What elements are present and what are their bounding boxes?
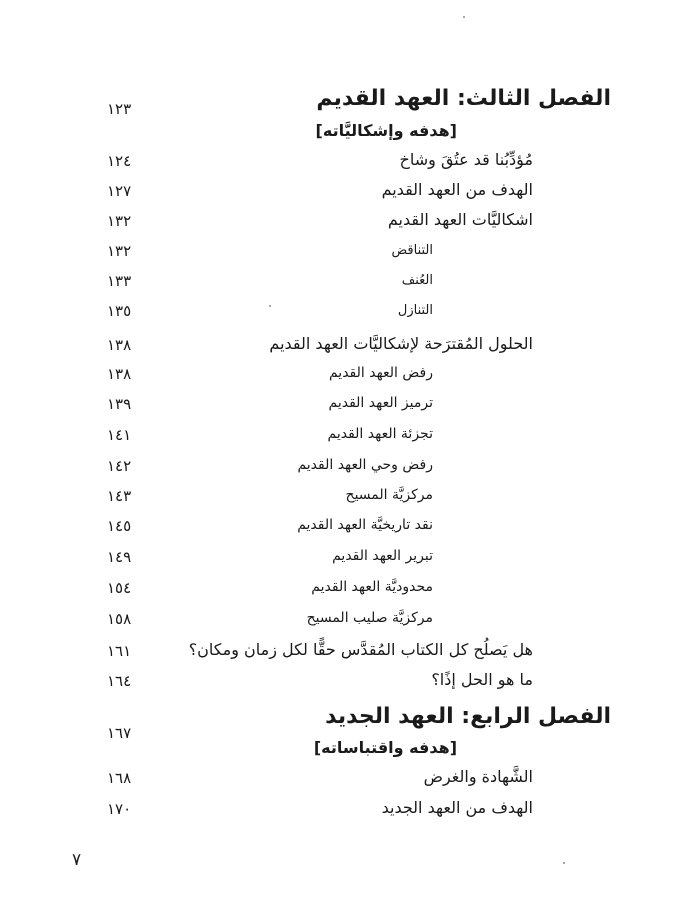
scan-speck xyxy=(463,16,465,18)
entry-title: نقد تاريخيَّة العهد القديم xyxy=(297,517,433,533)
entry-page: ١٦٨ xyxy=(107,769,132,787)
entry-title: مركزيَّة المسيح xyxy=(345,487,433,503)
entry-title: تجزئة العهد القديم xyxy=(327,426,433,442)
entry-page: ١٢٤ xyxy=(107,152,132,170)
entry-title: الهدف من العهد القديم xyxy=(381,180,533,199)
entry-page: ١٥٤ xyxy=(107,579,132,597)
scan-speck xyxy=(269,305,271,307)
entry-page: ١٣٨ xyxy=(107,336,132,354)
entry-title: مركزيَّة صليب المسيح xyxy=(306,610,433,626)
entry-title: الفصل الرابع: العهد الجديد xyxy=(325,704,611,729)
entry-title: ترميز العهد القديم xyxy=(328,395,433,411)
entry-title: رفض وحي العهد القديم xyxy=(297,457,433,473)
entry-page: ١٤١ xyxy=(107,426,132,444)
entry-page: ١٧٠ xyxy=(107,800,132,818)
entry-title: العُنف xyxy=(401,273,433,288)
entry-title: الشَّهادة والغرض xyxy=(423,767,533,786)
entry-page: ١٣٨ xyxy=(107,365,132,383)
entry-page: ١٢٣ xyxy=(107,100,132,118)
entry-page: ١٦٧ xyxy=(107,724,132,742)
entry-title: رفض العهد القديم xyxy=(328,365,433,381)
entry-title: الحلول المُقترَحة لإشكاليَّات العهد القديم xyxy=(269,334,533,353)
entry-title: الهدف من العهد الجديد xyxy=(381,798,533,817)
entry-title: اشكاليَّات العهد القديم xyxy=(387,210,533,229)
entry-page: ١٣٣ xyxy=(107,272,132,290)
entry-page: ١٣٩ xyxy=(107,395,132,413)
entry-page: ١٣٢ xyxy=(107,242,132,260)
entry-page: ١٤٥ xyxy=(107,517,132,535)
entry-page: ١٥٨ xyxy=(107,610,132,628)
entry-title: هل يَصلُح كل الكتاب المُقدَّس حقًّا لكل زمان ومكان؟ xyxy=(188,640,533,659)
entry-title: ما هو الحل إذًا؟ xyxy=(431,670,533,689)
entry-title: التنازل xyxy=(397,303,433,318)
entry-title: [هدفه وإشكاليَّاته] xyxy=(315,121,457,140)
page-number: ٧ xyxy=(72,850,82,870)
entry-page: ١٣٥ xyxy=(107,302,132,320)
entry-title: الفصل الثالث: العهد القديم xyxy=(316,86,611,111)
entry-page: ١٦١ xyxy=(107,642,132,660)
entry-title: مُؤدِّبُنا قد عتُقَ وشاخ xyxy=(399,150,533,169)
entry-page: ١٢٧ xyxy=(107,182,132,200)
entry-page: ١٤٩ xyxy=(107,548,132,566)
entry-page: ١٦٤ xyxy=(107,672,132,690)
entry-title: محدوديَّة العهد القديم xyxy=(311,579,433,595)
entry-page: ١٤٢ xyxy=(107,457,132,475)
scan-speck xyxy=(563,862,565,864)
entry-page: ١٣٢ xyxy=(107,212,132,230)
entry-title: تبرير العهد القديم xyxy=(332,548,433,564)
entry-title: [هدفه واقتباساته] xyxy=(313,738,457,757)
entry-page: ١٤٣ xyxy=(107,487,132,505)
entry-title: التناقض xyxy=(391,243,433,258)
